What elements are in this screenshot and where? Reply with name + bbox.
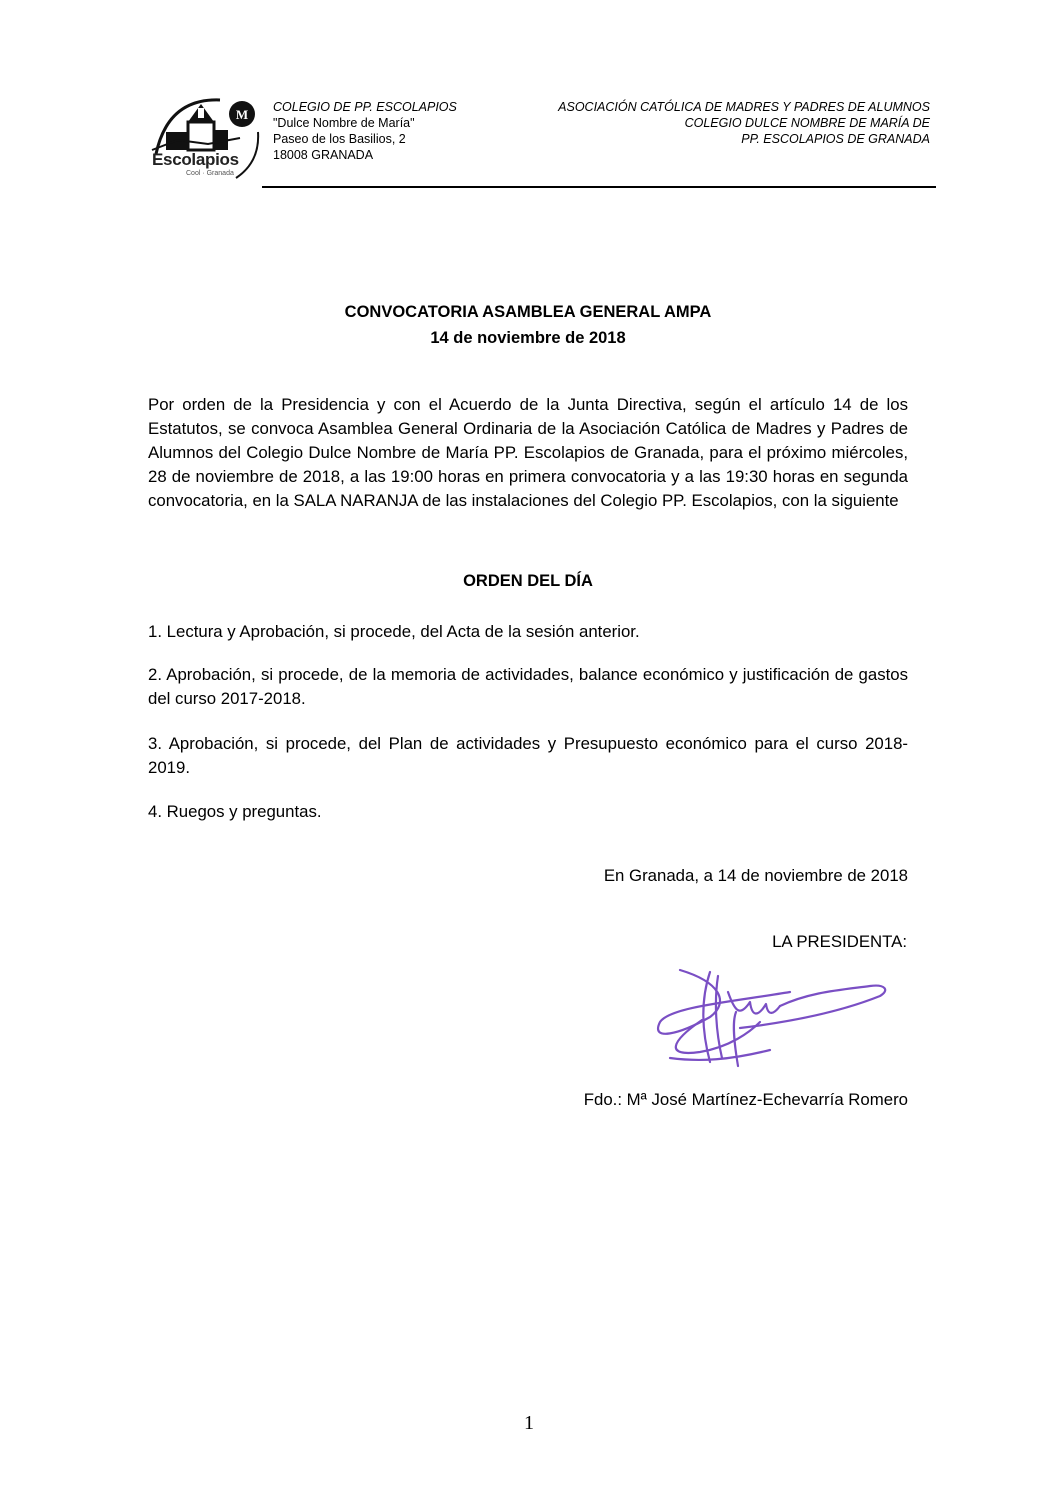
header-street: Paseo de los Basilios, 2 xyxy=(273,132,406,146)
header-association-line-2: COLEGIO DULCE NOMBRE DE MARÍA DE xyxy=(684,116,930,130)
logo-wordmark: Escolapios xyxy=(152,150,239,169)
header-divider xyxy=(262,186,936,188)
agenda-item: 1. Lectura y Aprobación, si procede, del Acta de la sesión anterior. xyxy=(148,622,640,641)
logo-subtitle: Cool · Granada xyxy=(186,170,234,177)
document-title: CONVOCATORIA ASAMBLEA GENERAL AMPA xyxy=(344,303,712,321)
agenda-item: 3. Aprobación, si procede, del Plan de actividades y Presupuesto económico para el curso 2018-2019. xyxy=(148,734,908,777)
agenda-item: 4. Ruegos y preguntas. xyxy=(148,802,322,821)
header-school-address xyxy=(273,99,457,163)
agenda-item: 2. Aprobación, si procede, de la memoria de actividades, balance económico y justificación de gastos del curso 2017-2018. xyxy=(148,665,908,708)
header-city: 18008 GRANADA xyxy=(273,148,374,162)
agenda-title: ORDEN DEL DÍA xyxy=(463,572,593,590)
signature-icon xyxy=(640,962,900,1077)
intro-paragraph: Por orden de la Presidencia y con el Acuerdo de la Junta Directiva, según el artículo 14 de los Estatutos, se convoca Asamblea General Ordinaria de la Asociación Católica de Madres y Padres de Alumnos del Colegio Dulce Nombre de María PP. Escolapios de Granada, para el próximo miércoles, 28 de noviembre de 2018, a las 19:00 horas en primera convocatoria y a las 19:30 horas en segunda convocatoria, en la SALA NARANJA de las instalaciones del Colegio PP. Escolapios, con la siguiente xyxy=(148,395,908,510)
document-subtitle: 14 de noviembre de 2018 xyxy=(430,329,626,347)
svg-text:M: M xyxy=(235,107,249,122)
page-number: 1 xyxy=(524,1412,534,1434)
header-school-subname: "Dulce Nombre de María" xyxy=(273,116,415,130)
place-date: En Granada, a 14 de noviembre de 2018 xyxy=(603,866,908,885)
signed-by: Fdo.: Mª José Martínez-Echevarría Romero xyxy=(583,1090,908,1109)
header-association-line-3: PP. ESCOLAPIOS DE GRANADA xyxy=(741,132,930,146)
header-association xyxy=(558,99,930,147)
signer-role: LA PRESIDENTA: xyxy=(772,932,907,951)
header-school-name: COLEGIO DE PP. ESCOLAPIOS xyxy=(273,100,457,114)
header-association-line-1: ASOCIACIÓN CATÓLICA DE MADRES Y PADRES DE ALUMNOS xyxy=(558,100,930,114)
